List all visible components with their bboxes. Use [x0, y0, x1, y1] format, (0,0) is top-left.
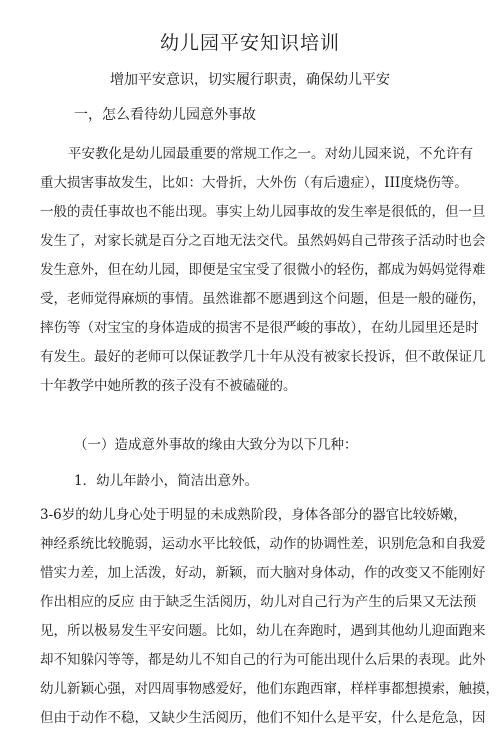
paragraph-line: 有发生。最好的老师可以保证教学几十年从没有被家长投诉，但不敢保证几: [40, 349, 486, 365]
paragraph-line: 受，老师觉得麻烦的事情。虽然谁都不愿遇到这个问题，但是一般的碰伤，: [40, 291, 486, 307]
document-title: 幼儿园平安知识培训: [159, 32, 340, 54]
paragraph-line: 作出相应的反应 由于缺乏生活阅历，幼儿对自己行为产生的后果又无法预: [40, 594, 477, 610]
paragraph-line: 发生了，对家长就是百分之百地无法交代。虽然妈妈自己带孩子活动时也会: [40, 233, 486, 249]
paragraph-2: [40, 501, 499, 733]
paragraph-line: 神经系统比较脆弱，运动水平比较低，动作的协调性差，识别危急和自我爱: [40, 536, 486, 552]
paragraph-1: [40, 140, 486, 401]
paragraph-line: 发生意外，但在幼儿园，即便是宝宝受了很微小的轻伤，都成为妈妈觉得难: [40, 262, 486, 278]
paragraph-line: 幼儿新颖心强，对四周事物感爱好，他们东跑西窜，样样事都想摸索，触摸，: [40, 681, 499, 697]
item-heading: 1．幼儿年龄小，简洁出意外。: [74, 473, 259, 489]
paragraph-line: 惜实力差，加上活泼，好动，新颖，而大脑对身体动，作的改变又不能刚好: [40, 565, 486, 581]
document-subtitle: 增加平安意识，切实履行职责，确保幼儿平安: [110, 72, 390, 88]
paragraph-line: 平安教化是幼儿园最重要的常规工作之一。对幼儿园来说，不允许有: [68, 146, 473, 162]
paragraph-line: 但由于动作不稳，又缺少生活阅历，他们不知什么是平安，什么是危急，因: [40, 710, 486, 726]
paragraph-line: 重大损害事故发生，比如：大骨折，大外伤（有后遗症），III度烧伤等。: [40, 175, 468, 191]
paragraph-line: 摔伤等（对宝宝的身体造成的损害不是很严峻的事故），在幼儿园里还是时: [40, 320, 479, 336]
subsection-heading: （一）造成意外事故的缘由大致分为以下几种：: [74, 437, 358, 453]
paragraph-line: 3-6岁的幼儿身心处于明显的未成熟阶段，身体各部分的器官比较娇嫩，: [40, 507, 467, 523]
paragraph-line: 见，所以极易发生平安问题。比如，幼儿在奔跑时，遇到其他幼儿迎面跑来: [40, 623, 486, 639]
paragraph-line: 却不知躲闪等等，都是幼儿不知自己的行为可能出现什么后果的表现。此外: [40, 652, 486, 668]
paragraph-line: 十年教学中她所教的孩子没有不被磕碰的。: [40, 378, 297, 394]
paragraph-line: 一般的责任事故也不能出现。事实上幼儿园事故的发生率是很低的，但一旦: [40, 204, 486, 220]
section-heading: 一，怎么看待幼儿园意外事故: [74, 107, 256, 123]
